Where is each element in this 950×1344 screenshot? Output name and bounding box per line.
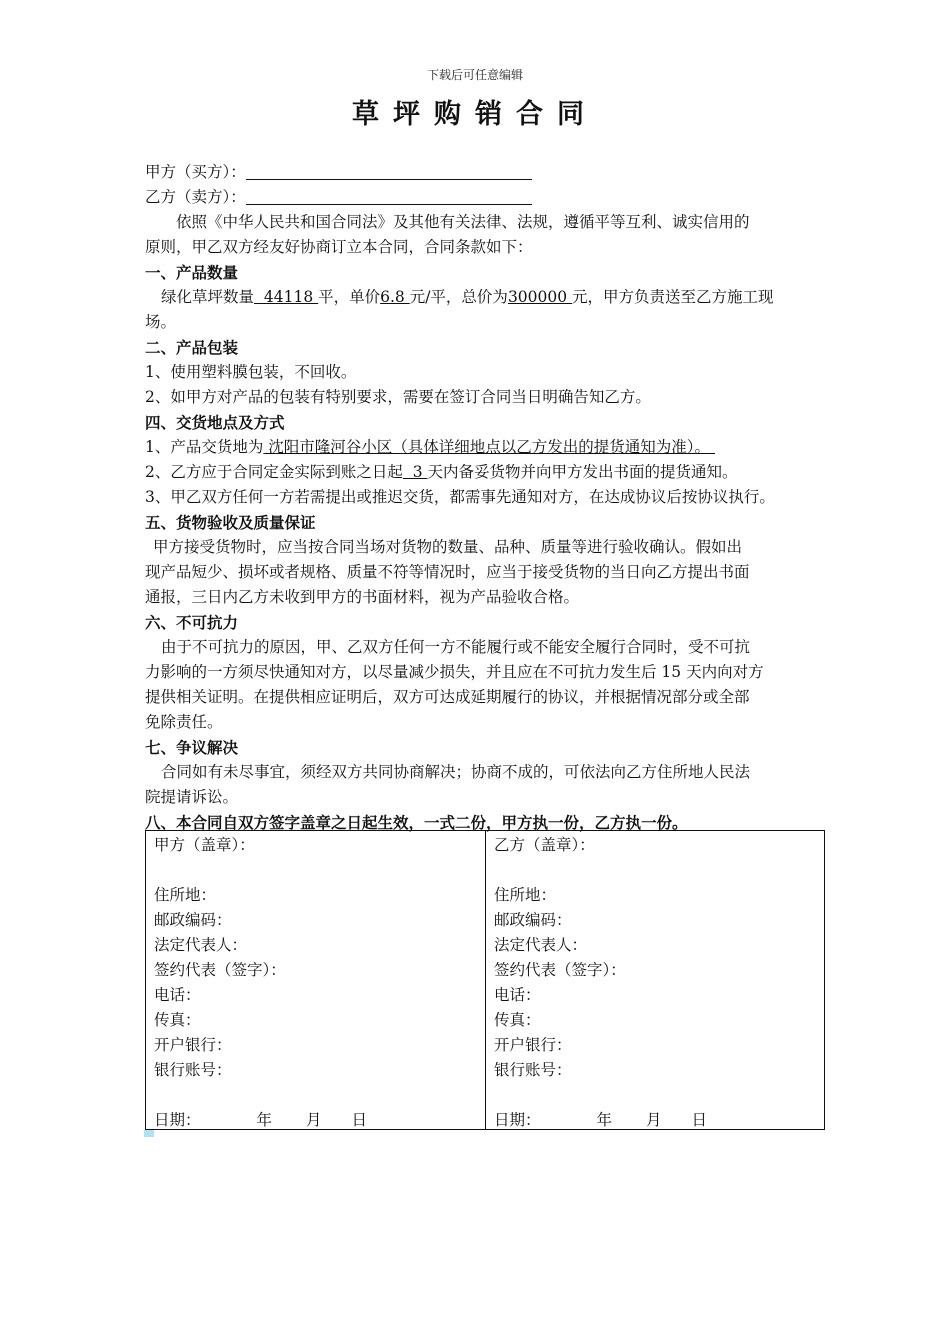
field-label: 住所地： <box>494 886 557 904</box>
field-label: 电话： <box>494 986 541 1004</box>
date-label: 日期： <box>494 1111 541 1129</box>
list-item: 2、如甲方对产品的包装有特别要求，需要在签订合同当日明确告知乙方。 <box>145 388 651 406</box>
section-heading: 八、本合同自双方签字盖章之日起生效，一式二份，甲方执一份，乙方执一份。 <box>145 813 688 832</box>
paragraph-line: 院提请诉讼。 <box>145 788 239 806</box>
list-item: 3、甲乙双方任何一方若需提出或推迟交货，都需事先通知对方，在达成协议后按协议执行。 <box>145 488 775 506</box>
text: 元/平，总价为 <box>409 288 508 306</box>
field-label: 签约代表（签字）： <box>494 961 626 979</box>
field-label: 传真： <box>154 1011 201 1029</box>
month-label: 月 <box>306 1111 322 1129</box>
paragraph-line: 提供相关证明。在提供相应证明后，双方可达成延期履行的协议，并根据情况部分或全部 <box>145 688 750 706</box>
date-line <box>154 1108 485 1133</box>
field-label: 法定代表人： <box>494 936 588 954</box>
section-heading: 五、货物验收及质量保证 <box>145 513 316 532</box>
section-heading: 二、产品包装 <box>145 338 239 357</box>
total-price-value: 300000 <box>507 288 573 306</box>
party-a-blank[interactable] <box>246 161 532 180</box>
contract-body <box>145 160 825 835</box>
header-note: 下载后可任意编辑 <box>426 68 523 82</box>
list-item <box>145 435 825 460</box>
list-item <box>145 460 825 485</box>
party-a-signature-column <box>146 831 485 1129</box>
list-item: 1、使用塑料膜包装，不回收。 <box>145 363 357 381</box>
party-b-seal-label: 乙方（盖章）： <box>494 836 595 854</box>
year-label: 年 <box>256 1111 273 1129</box>
section-heading: 六、不可抗力 <box>145 613 239 632</box>
paragraph-line: 现产品短少、损坏或者规格、质量不符等情况时，应当于接受货物的当日向乙方提出书面 <box>145 563 750 581</box>
unit-price-value: 6.8 <box>380 288 410 306</box>
party-a-seal-label: 甲方（盖章）： <box>154 836 255 854</box>
text: 2、乙方应于合同定金实际到账之日起 <box>145 463 403 481</box>
text-cursor-marker <box>144 1130 154 1137</box>
text: 天内备妥货物并向甲方发出书面的提货通知。 <box>427 463 738 481</box>
paragraph-line: 力影响的一方须尽快通知对方，以尽量减少损失，并且应在不可抗力发生后 15 天内向对方 <box>145 663 764 681</box>
field-label: 住所地： <box>154 886 217 904</box>
quantity-line-2: 场。 <box>145 313 177 331</box>
paragraph-line: 通报，三日内乙方未收到甲方的书面材料，视为产品验收合格。 <box>145 588 580 606</box>
field-label: 银行账号： <box>154 1061 232 1079</box>
paragraph-line: 免除责任。 <box>145 713 223 731</box>
field-label: 签约代表（签字）： <box>154 961 286 979</box>
paragraph-line: 甲方接受货物时，应当按合同当场对货物的数量、品种、质量等进行验收确认。假如出 <box>153 538 743 556</box>
quantity-line <box>145 285 825 310</box>
signature-table <box>145 830 825 1130</box>
intro-line: 原则，甲乙双方经友好协商订立本合同，合同条款如下： <box>145 238 533 256</box>
field-label: 开户银行： <box>494 1036 572 1054</box>
party-b-label: 乙方（卖方）： <box>145 188 246 206</box>
day-label: 日 <box>691 1111 708 1129</box>
party-a-line <box>145 160 825 185</box>
field-label: 银行账号： <box>494 1061 572 1079</box>
text: 元，甲方负责送至乙方施工现 <box>572 288 774 306</box>
date-label: 日期： <box>154 1111 201 1129</box>
page-title: 草坪购销合同 <box>352 99 598 130</box>
text: 平，单价 <box>318 288 381 306</box>
field-label: 法定代表人： <box>154 936 248 954</box>
text: 绿化草坪数量 <box>161 288 255 306</box>
field-label: 邮政编码： <box>154 911 232 929</box>
delivery-location: 沈阳市隆河谷小区（具体详细地点以乙方发出的提货通知为准）。 <box>263 438 715 456</box>
date-line <box>494 1108 824 1133</box>
text: 1、产品交货地为 <box>145 438 264 456</box>
month-label: 月 <box>646 1111 662 1129</box>
section-heading: 七、争议解决 <box>145 738 239 757</box>
section-heading: 四、交货地点及方式 <box>145 413 285 432</box>
year-label: 年 <box>596 1111 613 1129</box>
party-b-signature-column <box>485 831 824 1129</box>
party-b-blank[interactable] <box>246 186 532 205</box>
day-label: 日 <box>351 1111 368 1129</box>
delivery-days: 3 <box>402 463 428 481</box>
section-heading: 一、产品数量 <box>145 263 239 282</box>
paragraph-line: 由于不可抗力的原因，甲、乙双方任何一方不能履行或不能安全履行合同时，受不可抗 <box>161 638 751 656</box>
field-label: 电话： <box>154 986 201 1004</box>
intro-line: 依照《中华人民共和国合同法》及其他有关法律、法规，遵循平等互利、诚实信用的 <box>176 213 750 231</box>
field-label: 开户银行： <box>154 1036 232 1054</box>
party-b-line <box>145 185 825 210</box>
quantity-value: 44118 <box>254 288 319 306</box>
paragraph-line: 合同如有未尽事宜，须经双方共同协商解决；协商不成的，可依法向乙方住所地人民法 <box>161 763 751 781</box>
field-label: 传真： <box>494 1011 541 1029</box>
field-label: 邮政编码： <box>494 911 572 929</box>
party-a-label: 甲方（买方）： <box>145 163 246 181</box>
